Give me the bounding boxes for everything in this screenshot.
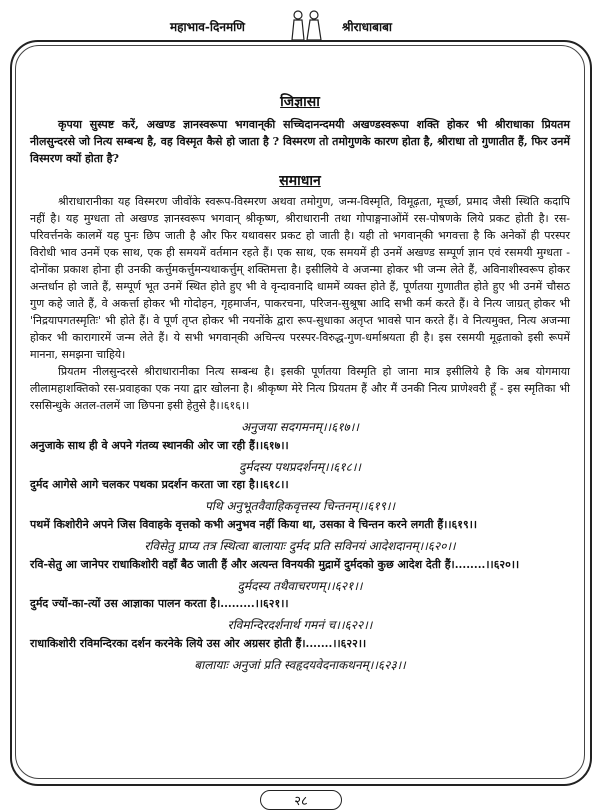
verse-meaning: पथमें किशोरीने अपने जिस विवाहके वृत्तको कभी अनुभव नहीं किया था, उसका वे चिन्तन करने लगती हैं।।६१९।। bbox=[30, 518, 478, 531]
answer-paragraph-1: श्रीराधारानीका यह विस्मरण जीवोंके स्वरूप-विस्मरण अथवा तमोगुण, जन्म-विस्मृति, विमूढ़ता, मूर्च्छा, प्रमाद जैसी स्थिति कदापि नहीं है। यह मुग्धता तो अखण्ड ज्ञानस्वरूप भगवान् श्रीकृष्ण, श्रीराधारानी तथा गोपाङ्गनाओंमें रस-पोषणके लिये प्रकट होती है। रस-परिवर्त्तनके कालमें यह पुनः छिप जाती है और फिर यथावसर प्रकट हो जाती है। यही तो भगवान्‌की भगवत्ता है कि अनेकों ही परस्पर विरोधी भाव उनमें एक साथ, एक ही समयमें वर्तमान रहते हैं। एक साथ, एक समयमें ही उनमें अखण्ड सम्पूर्ण ज्ञान एवं रसमयी मुग्धता - दोनोंका प्रकाश होना ही उनकी कर्त्तुमकर्त्तुमन्यथाकर्त्तुम् शक्तिमत्ता है। इसीलिये वे अजन्मा होकर भी जन्म लेते हैं, अविनाशीस्वरूप होकर अन्तर्धान हो जाते हैं, सम्पूर्ण भूत उनमें स्थित होते हुए भी वे वृन्दावनादि धाममें व्यक्त होते हैं, पूर्णतया गुणातीत होते हुए भी उनमें चौसठ गुण कहे जाते हैं, वे अकर्त्ता होकर भी गोदोहन, गृहमार्जन, पाकरचना, परिजन-सुश्रूषा आदि सभी कर्म करते हैं। वे नित्य जाग्रत् होकर भी 'निद्रयापगतस्मृतिः' भी होते हैं। वे पूर्ण तृप्त होकर भी नयनोंके द्वारा रूप-सुधाका अतृप्त भावसे पान करते हैं। वे नित्यमुक्त, नित्य अजन्मा होकर भी कारागारमें जन्म लेते हैं। ये सभी भगवान्‌की अचिन्त्य परस्पर-विरुद्ध-गुण-धर्माश्रयता ही है। इस रसमयी मूढ़ताको इसी रूपमें मानना, समझना चाहिये। bbox=[30, 194, 570, 361]
sanskrit-verse: रविमन्दिरदर्शनार्थ गमनं च।।६२२।। bbox=[227, 618, 373, 633]
sanskrit-verse: अनुजया सदगमनम्।।६१७।। bbox=[241, 420, 359, 435]
page-header bbox=[0, 8, 600, 42]
sanskrit-verse: पथि अनुभूतवैवाहिकवृत्तस्य चिन्तनम्।।६१९।। bbox=[204, 499, 396, 514]
verse-meaning: राधाकिशोरी रविमन्दिरका दर्शन करनेके लिये उस ओर अग्रसर होती हैं।.......।।६२२।। bbox=[30, 636, 367, 650]
samadhan-heading: समाधान bbox=[279, 172, 321, 189]
answer-paragraph-2: प्रियतम नीलसुन्दरसे श्रीराधारानीका नित्य सम्बन्ध है। इसकी पूर्णतया विस्मृति हो जाना मात्र इसीलिये है कि अब योगमाया लीलामहाशक्तिको रस-प्रवाहका एक नया द्वार खोलना है। श्रीकृष्ण मेरे नित्य प्रियतम हैं और मैं उनकी नित्य प्राणेश्वरी हूँ - इस स्मृतिका भी रससिन्धुके अतल-तलमें जा छिपना इसी हेतुसे है।।६१६।। bbox=[30, 364, 570, 413]
sanskrit-verse: दुर्मदस्य तथैवाचरणम्।।६२१।। bbox=[237, 578, 363, 593]
page-body bbox=[30, 92, 570, 675]
radha-krishna-illustration-icon bbox=[286, 8, 326, 42]
running-author: श्रीराधाबाबा bbox=[342, 20, 393, 34]
running-title: महाभाव-दिनमणि bbox=[170, 20, 245, 34]
sanskrit-verse: बालायाः अनुजां प्रति स्वहृदयवेदनाकथनम्।।६२३।। bbox=[194, 657, 406, 672]
verse-meaning: दुर्मद आगेसे आगे चलकर पथका प्रदर्शन करता जा रहा है।।६१८।। bbox=[30, 478, 289, 492]
sanskrit-verse: रविसेतु प्राप्य तत्र स्थित्वा बालायाः दुर्मद प्रति सविनयं आदेशदानम्।।६२०।। bbox=[144, 539, 456, 554]
page-number: २८ bbox=[260, 790, 342, 810]
verse-meaning: रवि-सेतु आ जानेपर राधाकिशोरी वहाँ बैठ जाती हैं और अत्यन्त विनयकी मुद्रामें दुर्मदको कुछ आदेश देती हैं।........।।६२०।। bbox=[30, 557, 520, 571]
jigyasa-heading: जिज्ञासा bbox=[280, 94, 320, 110]
question-paragraph: कृपया सुस्पष्ट करें, अखण्ड ज्ञानस्वरूपा भगवान्‌की सच्चिदानन्दमयी अखण्डस्वरूपा शक्ति होकर भी श्रीराधाका प्रियतम नीलसुन्दरसे जो नित्य सम्बन्ध है, वह विस्मृत कैसे हो जाता है ? विस्मरण तो तमोगुणके कारण होता है, श्रीराधा तो गुणातीत हैं, फिर उनमें विस्मरण क्यों होता है? bbox=[30, 117, 570, 165]
sanskrit-verse: दुर्मदस्य पथप्रदर्शनम्।।६१८।। bbox=[239, 459, 361, 474]
verse-meaning: अनुजाके साथ ही वे अपने गंतव्य स्थानकी ओर जा रही हैं।।६१७।। bbox=[30, 438, 289, 452]
verse-meaning: दुर्मद ज्यों-का-त्यों उस आज्ञाका पालन करता है।.........।।६२१।। bbox=[30, 597, 289, 611]
